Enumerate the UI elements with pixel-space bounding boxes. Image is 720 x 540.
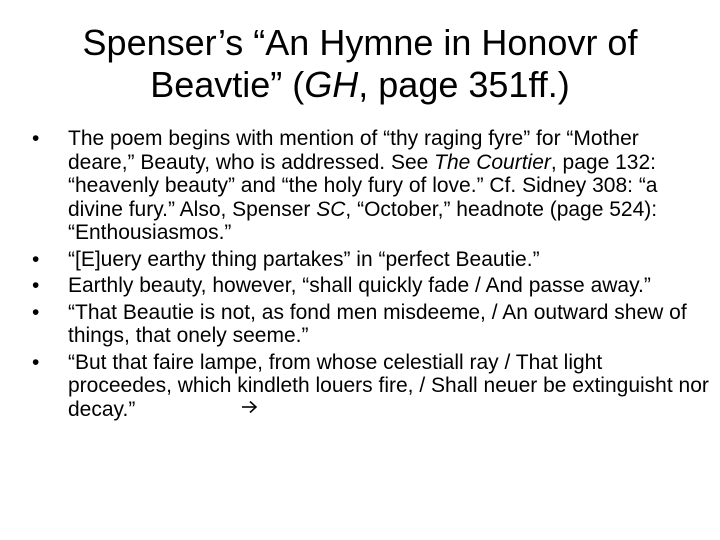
title-italic: GH xyxy=(304,64,359,105)
title-text: Beavtie” ( xyxy=(150,64,305,105)
bullet-dot-icon: • xyxy=(32,127,40,150)
title-line-1: Spenser’s “An Hymne in Honovr of xyxy=(82,22,638,63)
bullet-dot-icon: • xyxy=(32,274,40,297)
bullet-text: , “October,” headnote (page 524): “Enthousiasmos.” xyxy=(68,197,658,244)
bullet-text: “[E]uery earthy thing partakes” in “perfect Beautie.” xyxy=(68,247,540,271)
title-line-2 xyxy=(30,64,690,106)
bullet-italic: SC xyxy=(316,197,346,221)
bullet-text: The poem begins with mention of “thy raging fyre” for “Mother deare,” Beauty, who is addressed. See xyxy=(68,127,639,174)
bullet-text: “That Beautie is not, as fond men misdeeme, / An outward shew of things, that onely seeme.” xyxy=(68,300,687,347)
bullet-text: Earthly beauty, however, “shall quickly fade / And passe away.” xyxy=(68,274,651,297)
bullet-item xyxy=(30,274,710,298)
title-text: , page 351ff.) xyxy=(358,64,570,105)
bullet-list xyxy=(30,127,710,424)
bullet-item xyxy=(30,301,710,348)
bullet-dot-icon: • xyxy=(32,350,40,374)
bullet-text: , page 132: “heavenly beauty” and “the holy fury of love.” Cf. Sidney 308: “a divine fury.” Also, Spenser xyxy=(68,150,658,221)
right-arrow-icon[interactable] xyxy=(241,396,259,420)
bullet-item xyxy=(30,127,710,245)
bullet-item xyxy=(30,248,710,272)
bullet-text: “But that faire lampe, from whose celestiall ray / That light proceedes, which kindleth louers fire, / Shall neuer be extinguisht nor decay.” xyxy=(68,350,709,421)
bullet-dot-icon: • xyxy=(32,300,40,324)
slide-title xyxy=(30,22,690,106)
bullet-item xyxy=(30,351,710,422)
bullet-dot-icon: • xyxy=(32,247,40,271)
bullet-italic: The Courtier xyxy=(434,150,551,174)
